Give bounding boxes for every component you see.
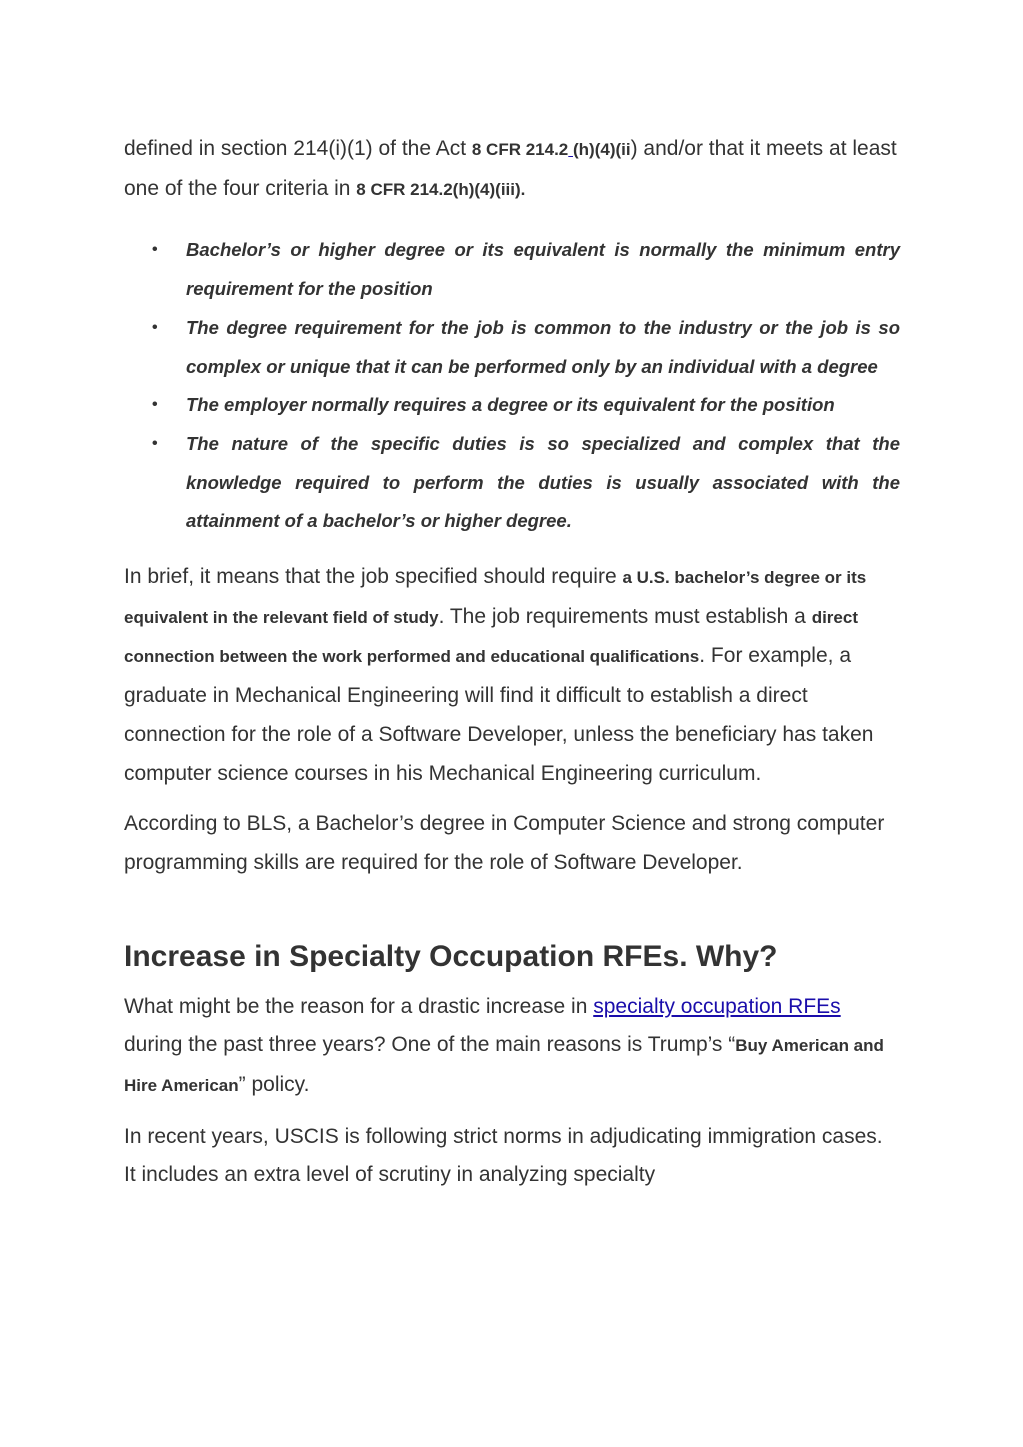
criteria-list <box>124 231 900 541</box>
criteria-text: Bachelor’s or higher degree or its equivalent is normally the minimum entry requirement for the position <box>186 239 900 300</box>
bold-policy-name: Buy American and Hire American <box>124 1036 884 1096</box>
criteria-item <box>124 425 900 541</box>
bold-direct-connection: direct connection between the work performed and educational qualifications <box>124 607 858 667</box>
intro-text-2: ) and/or that it meets at least one of the four criteria in <box>124 137 897 200</box>
bullet-icon: • <box>152 434 158 452</box>
brief-paragraph: In brief, it means that the job specified should require a U.S. bachelor’s degree or its equivalent in the relevant field of study. The job requirements must establish a direct connection between the work performed and educational qualifications. For example, a graduate in Mechanical Engineering will find it difficult to establish a direct connection for the role of a Software Developer, unless the beneficiary has taken computer science courses in his Mechanical Engineering curriculum. <box>124 565 874 785</box>
document-page <box>124 130 900 1195</box>
citation-8cfr-214-2-h-4-iii: 8 CFR 214.2(h)(4)(iii). <box>356 179 526 199</box>
intro-paragraph <box>124 130 900 209</box>
criteria-item <box>124 309 900 386</box>
recent-years-paragraph: In recent years, USCIS is following strict norms in adjudicating immigration cases. It includes an extra level of scrutiny in analyzing specialty <box>124 1124 883 1187</box>
bold-degree-requirement: a U.S. bachelor’s degree or its equivalent in the relevant field of study <box>124 568 867 627</box>
reason-paragraph: What might be the reason for a drastic increase in specialty occupation RFEs during the past three years? One of the main reasons is Trump’s “Buy American and Hire American” policy. <box>124 994 884 1097</box>
bullet-icon: • <box>152 396 158 414</box>
bullet-icon: • <box>152 318 158 336</box>
intro-text-1: defined in section 214(i)(1) of the Act <box>124 137 472 160</box>
criteria-text: The employer normally requires a degree or its equivalent for the position <box>186 394 835 416</box>
criteria-item <box>124 231 900 308</box>
criteria-item <box>124 386 900 425</box>
bullet-icon: • <box>152 241 158 259</box>
bls-paragraph: According to BLS, a Bachelor’s degree in Computer Science and strong computer programming skills are required for the role of Software Developer. <box>124 812 885 874</box>
citation-8cfr-214-2-h-4-ii: 8 CFR 214.2 (h)(4)(ii <box>471 140 631 159</box>
criteria-text: The nature of the specific duties is so specialized and complex that the knowledge required to perform the duties is usually associated with the attainment of a bachelor’s or higher degree. <box>186 432 900 532</box>
body-section <box>124 558 900 883</box>
criteria-text: The degree requirement for the job is common to the industry or the job is so complex or unique that it can be performed only by an individual with a degree <box>186 316 900 377</box>
section-heading: Increase in Specialty Occupation RFEs. Why? <box>124 939 778 973</box>
specialty-occupation-rfes-link[interactable]: specialty occupation RFEs <box>593 994 841 1018</box>
